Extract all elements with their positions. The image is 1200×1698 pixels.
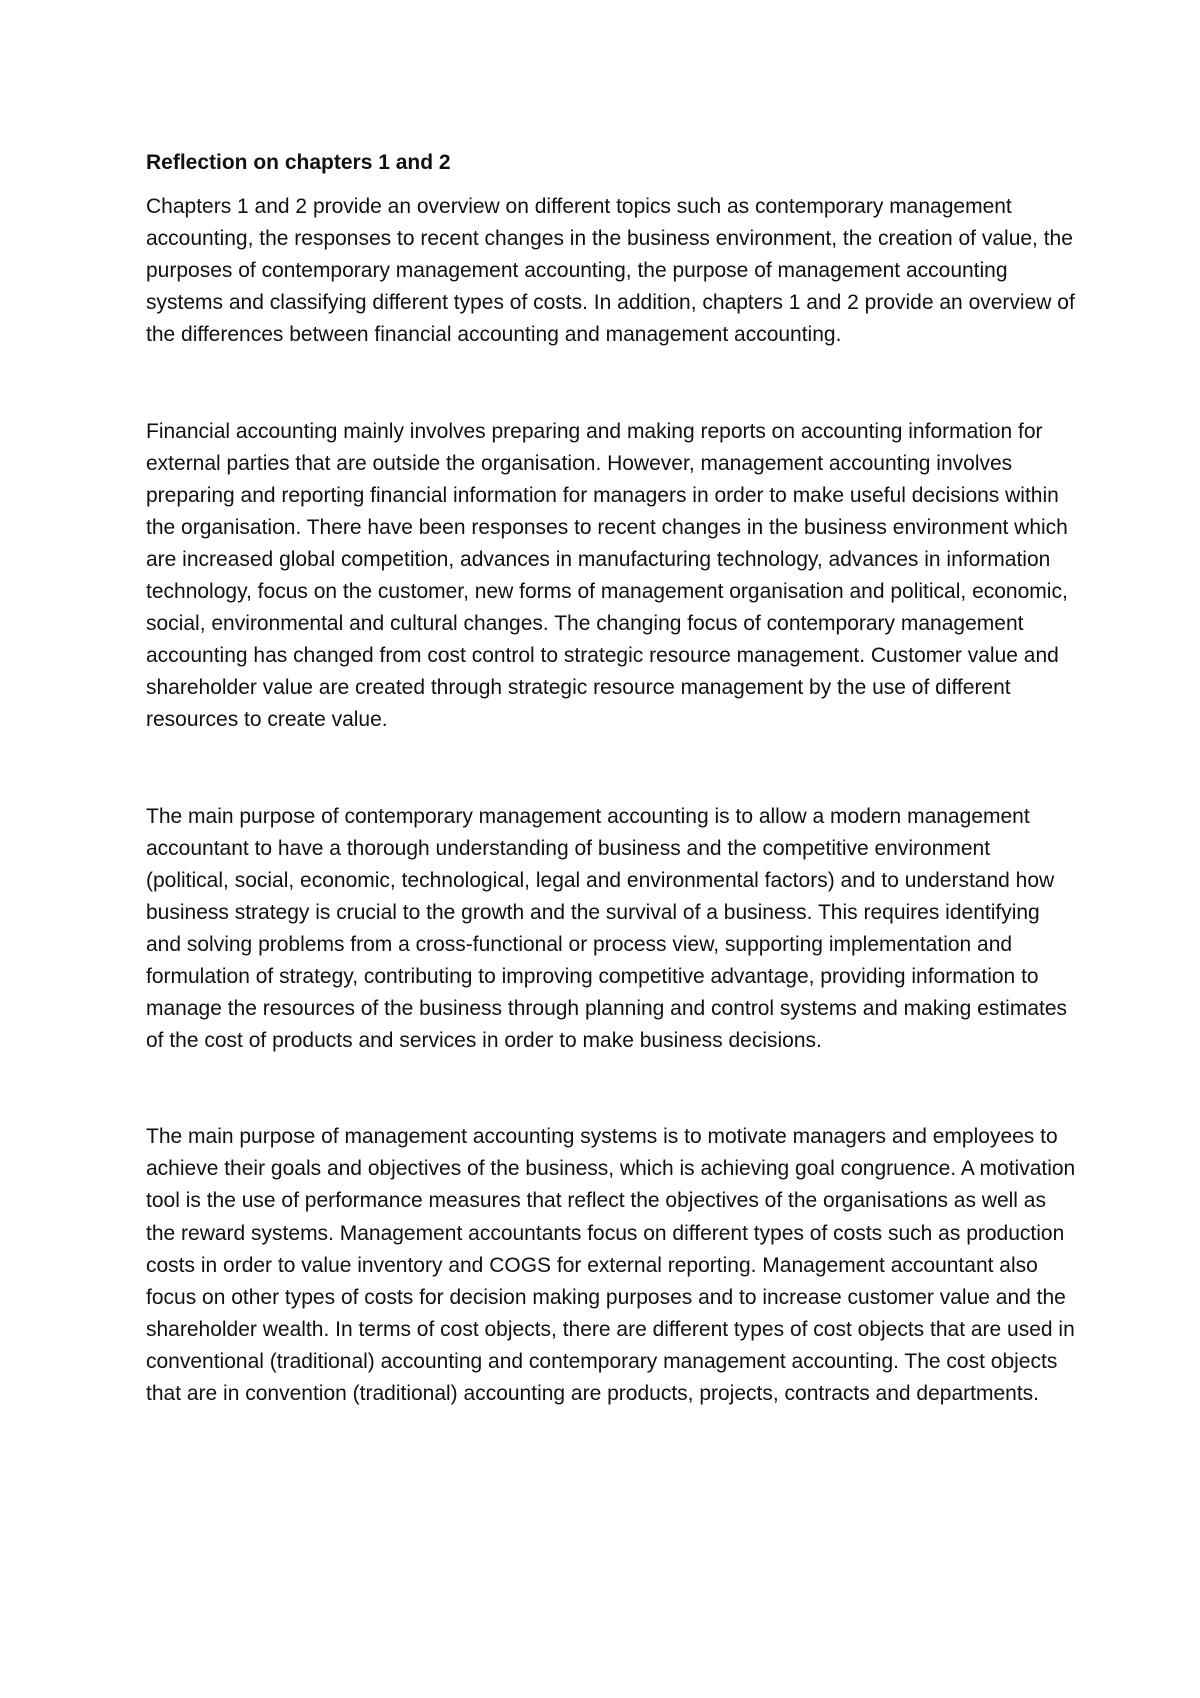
document-heading: Reflection on chapters 1 and 2 <box>146 151 451 174</box>
paragraph-spacer <box>146 737 1076 801</box>
document-body <box>146 147 1076 1410</box>
paragraph-contemporary-purpose: The main purpose of contemporary management accounting is to allow a modern management accountant to have a thorough understanding of business and the competitive environment (political, social, economic, technological, legal and environmental factors) and to understand how business strategy is crucial to the growth and the survival of a business. This requires identifying and solving problems from a cross-functional or process view, supporting implementation and formulation of strategy, contributing to improving competitive advantage, providing information to manage the resources of the business through planning and control systems and making estimates of the cost of products and services in order to make business decisions. <box>146 804 1068 1053</box>
paragraph-spacer <box>146 1057 1076 1121</box>
paragraph-systems-purpose: The main purpose of management accounting systems is to motivate managers and employees to achieve their goals and objectives of the business, which is achieving goal congruence. A motivation tool is the use of performance measures that reflect the objectives of the organisations as well as the reward systems. Management accountants focus on different types of costs such as production costs in order to value inventory and COGS for external reporting. Management accountant also focus on other types of costs for decision making purposes and to increase customer value and the shareholder wealth. In terms of cost objects, there are different types of cost objects that are used in conventional (traditional) accounting and contemporary management accounting. The cost objects that are in convention (traditional) accounting are products, projects, contracts and departments. <box>146 1125 1076 1405</box>
paragraph-financial-vs-management: Financial accounting mainly involves preparing and making reports on accounting information for external parties that are outside the organisation. However, management accounting involves preparing and reporting financial information for managers in order to make useful decisions within the organisation. There have been responses to recent changes in the business environment which are increased global competition, advances in manufacturing technology, advances in information technology, focus on the customer, new forms of management organisation and political, economic, social, environmental and cultural changes. The changing focus of contemporary management accounting has changed from cost control to strategic resource management. Customer value and shareholder value are created through strategic resource management by the use of different resources to create value. <box>146 419 1068 732</box>
paragraph-overview: Chapters 1 and 2 provide an overview on different topics such as contemporary management accounting, the responses to recent changes in the business environment, the creation of value, the purposes of contemporary management accounting, the purpose of management accounting systems and classifying different types of costs. In addition, chapters 1 and 2 provide an overview of the differences between financial accounting and management accounting. <box>146 195 1075 347</box>
paragraph-spacer <box>146 352 1076 416</box>
